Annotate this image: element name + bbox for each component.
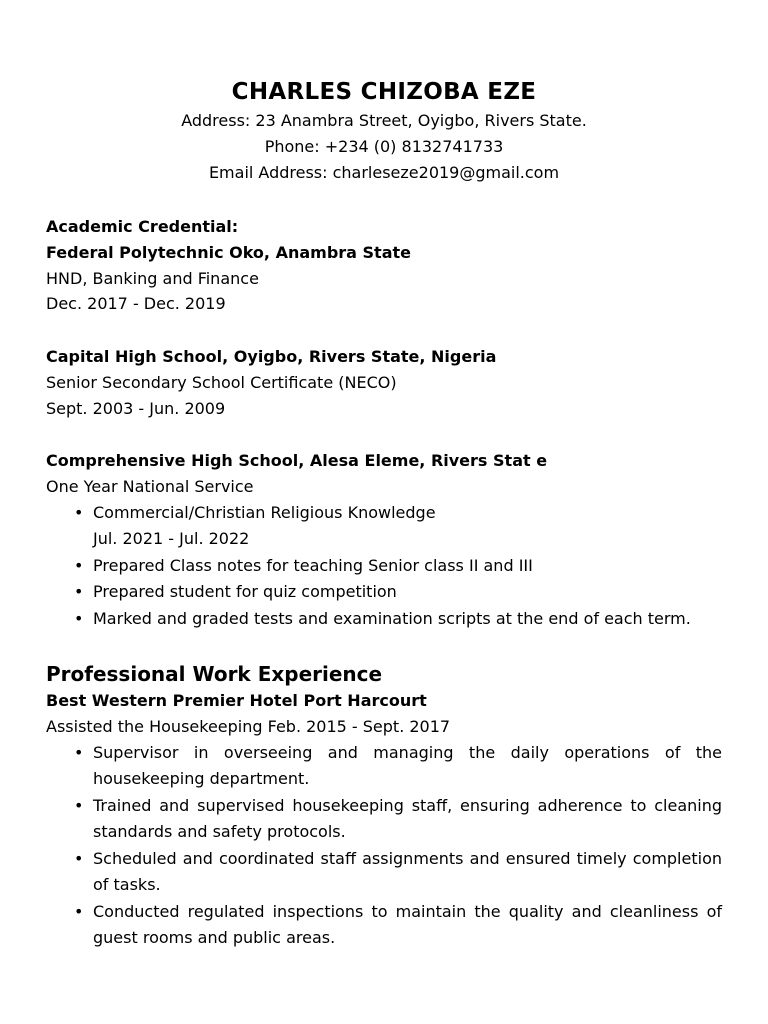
- list-item: • Trained and supervised housekeeping staff, ensuring adherence to cleaning standards and safety protocols.: [93, 793, 722, 846]
- list-item: [93, 500, 722, 553]
- date-range: Jul. 2021 - Jul. 2022: [93, 529, 250, 549]
- duty-text: Commercial/Christian Religious Knowledge: [93, 502, 436, 522]
- list-item: • Prepared Class notes for teaching Senior class II and III: [93, 553, 722, 580]
- list-item: • Scheduled and coordinated staff assignments and ensured timely completion of tasks.: [93, 846, 722, 899]
- section-heading-academic: Academic Credential:: [46, 217, 239, 236]
- academic-section: [46, 214, 722, 317]
- national-service-section: [46, 448, 722, 632]
- address-line: Address: 23 Anambra Street, Oyigbo, Rivers State.: [181, 111, 587, 130]
- employer-name: Best Western Premier Hotel Port Harcourt: [46, 691, 427, 710]
- list-item: • Conducted regulated inspections to maintain the quality and cleanliness of guest rooms and public areas.: [93, 899, 722, 952]
- email-line: Email Address: charleseze2019@gmail.com: [208, 163, 560, 182]
- phone-line: Phone: +234 (0) 8132741733: [264, 137, 504, 156]
- list-item: • Supervisor in overseeing and managing the daily operations of the housekeeping department.: [93, 740, 722, 793]
- candidate-name: CHARLES CHIZOBA EZE: [231, 79, 537, 105]
- list-item: • Marked and graded tests and examination scripts at the end of each term.: [93, 606, 722, 633]
- date-range: Sept. 2003 - Jun. 2009: [46, 398, 226, 418]
- school-name: Capital High School, Oyigbo, Rivers State, Nigeria: [46, 347, 497, 366]
- school-name: Comprehensive High School, Alesa Eleme, Rivers Stat e: [46, 451, 548, 470]
- academic-entry: [46, 344, 722, 421]
- school-name: Federal Polytechnic Oko, Anambra State: [46, 242, 411, 262]
- service-duties-list: [46, 500, 722, 633]
- work-duties-list: [46, 740, 722, 952]
- resume-header: [0, 76, 768, 186]
- list-item: • Prepared student for quiz competition: [93, 579, 722, 606]
- work-experience-section: [46, 660, 722, 952]
- qualification: Senior Secondary School Certificate (NECO): [46, 372, 397, 392]
- date-range: Dec. 2017 - Dec. 2019: [46, 294, 226, 314]
- qualification: HND, Banking and Finance: [46, 268, 259, 288]
- service-role: One Year National Service: [46, 476, 254, 496]
- section-heading-work: Professional Work Experience: [46, 662, 383, 686]
- role-and-dates: Assisted the Housekeeping Feb. 2015 - Sept. 2017: [46, 716, 451, 736]
